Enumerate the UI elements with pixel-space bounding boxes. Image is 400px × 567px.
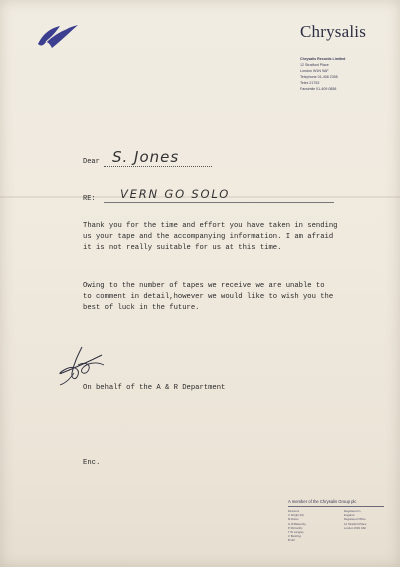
reference-label: RE: <box>83 195 96 203</box>
footer-registered-office <box>344 509 388 530</box>
letterhead-address <box>300 56 396 92</box>
footer-line: C Wright (M) <box>288 513 304 518</box>
footer-line: C Bushing <box>288 534 301 539</box>
footer-rule <box>288 506 384 507</box>
footer-directors <box>288 509 338 543</box>
reference-text-handwritten: VERN GO SOLO <box>120 187 231 201</box>
footer-line: Registered Office <box>344 517 366 522</box>
footer-line: Directors <box>288 509 300 513</box>
letterhead-brand: Chrysalis <box>300 22 367 41</box>
footer-line: 12 Stratford Place <box>344 521 367 526</box>
salutation-name-handwritten: S. Jones <box>112 148 180 166</box>
handwritten-signature <box>52 343 110 387</box>
body-paragraph-2: Owing to the number of tapes we receive we are unable to to comment in detail,however we would like to wish you the best of luck in the future. <box>83 282 334 312</box>
footer-line: M Dolan <box>288 517 299 522</box>
salutation-label: Dear <box>83 158 100 166</box>
reference-underline <box>104 202 334 203</box>
footer-line: Registered in <box>344 509 361 513</box>
address-line: London W1N 9AF <box>300 69 329 73</box>
footer-line: London W1N 9AF <box>344 525 367 530</box>
footer-line: P McCarthy <box>288 525 303 530</box>
salutation-dotted-line <box>104 166 212 167</box>
address-line: Telephone 01-408 2355 <box>300 75 338 79</box>
address-line: Facsimile 01-409 0858 <box>300 87 337 91</box>
closing-on-behalf: On behalf of the A & R Department <box>83 384 226 392</box>
address-line: Chrysalis Records Limited <box>300 57 346 61</box>
body-paragraph-1: Thank you for the time and effort you have taken in sending us your tape and the accompanying information. I am afraid it is not really suitable for us at this time. <box>83 222 338 252</box>
chrysalis-butterfly-logo-icon <box>34 22 80 52</box>
enclosure-note: Enc. <box>83 459 101 467</box>
footer-line: T W Langley <box>288 530 304 535</box>
footer-line: G M Battersby <box>288 521 306 526</box>
address-line: Telex 21753 <box>300 81 320 85</box>
footer-member-line: A member of the Chrysalis Group plc <box>288 499 357 504</box>
footer-line: England <box>344 513 355 518</box>
footer-line: B Hill <box>288 538 295 543</box>
address-line: 12 Stratford Place <box>300 63 329 67</box>
